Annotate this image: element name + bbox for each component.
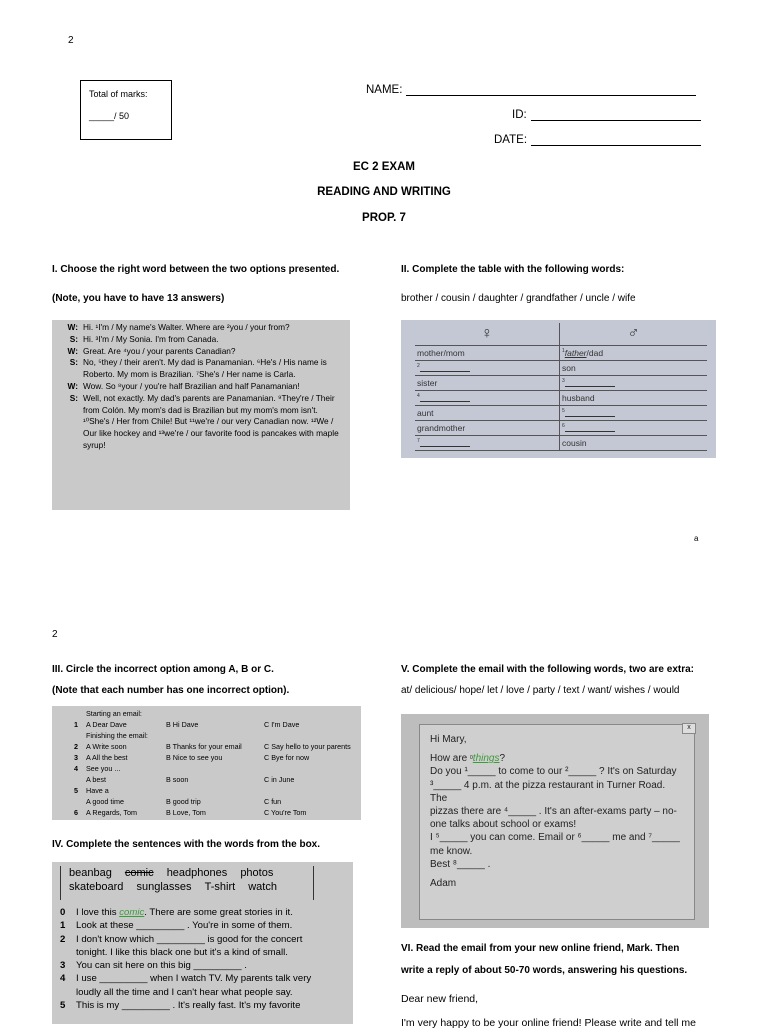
answer-blank[interactable]	[565, 423, 615, 432]
option-2b[interactable]: B Thanks for your email	[166, 742, 242, 751]
option-1b[interactable]: B Hi Dave	[166, 720, 199, 729]
table-row: mother/mom $^1$father/dad	[415, 346, 707, 361]
section5-heading: V. Complete the email with the following words, two are extra:	[401, 664, 695, 675]
section6-heading-2: write a reply of about 50-70 words, answering his questions.	[401, 965, 688, 976]
dialog-line: S: Well, not exactly. My dad's parents are Panamanian. ⁹They're / Their from Colón. My mom's dad is Brazilian but my mom's mom isn't. ¹⁰She's / Her from Chile! But ¹¹we're / our very Canadian now. ¹²We / Our like hockey and ¹³we're / our favorite food is pancakes with maple syrup!	[69, 392, 339, 450]
family-table	[401, 320, 716, 458]
list-item: 3 You can sit here on this big _________ .	[60, 960, 247, 972]
list-item: 0 I love this comic. There are some great stories in it.	[60, 907, 293, 918]
dialog-line: W: Hi. ¹I'm / My name's Walter. Where are ²you / your from?	[67, 322, 290, 332]
dialog-exercise	[52, 320, 350, 510]
option-3a[interactable]: A All the best	[86, 753, 128, 762]
exam-title: EC 2 EXAM	[353, 161, 415, 173]
dialog-line: W: Wow. So ⁸your / you're half Brazilian and half Panamanian!	[67, 380, 300, 391]
list-item: 1 Look at these _________ . You're in some of them.	[60, 920, 293, 932]
option-5c[interactable]: C fun	[264, 797, 282, 806]
section4-heading: IV. Complete the sentences with the words from the box.	[52, 839, 321, 850]
name-field[interactable]	[366, 84, 696, 96]
dialog-line: S: Hi. ³I'm / My Sonia. I'm from Canada.	[69, 333, 219, 344]
list-item: tonight. I like this black one but it's a kind of small.	[76, 946, 288, 958]
page-number: 2	[68, 35, 74, 46]
total-marks-box	[80, 80, 172, 140]
list-item: loudly all the time and I can't hear what people say.	[76, 986, 293, 998]
marks-value: _____/ 50	[89, 111, 130, 121]
exam-prop: PROP. 7	[362, 212, 406, 224]
section6-heading: VI. Read the email from your new online friend, Mark. Then	[401, 943, 680, 954]
option-2a[interactable]: A Write soon	[86, 742, 127, 751]
option-4b[interactable]: B soon	[166, 775, 189, 784]
options-exercise: Starting an email: 1 A Dear Dave B Hi Dave C I'm Dave Finishing the email: 2 A Write soon B Thanks for your email C Say hello to your parents 3 A All the best B Nice to see you C Bye for now 4 See you ... A best B soon C in June 5 Have a A good time B good trip C fun 6 A Regards, Tom B Love, Tom C You're Tom	[52, 706, 361, 820]
option-6a[interactable]: A Regards, Tom	[86, 808, 138, 817]
option-3c[interactable]: C Bye for now	[264, 753, 310, 762]
date-line[interactable]	[531, 134, 701, 146]
exam-subtitle: READING AND WRITING	[317, 186, 451, 198]
letter-salutation: Dear new friend,	[401, 993, 479, 1005]
letter-body: I'm very happy to be your online friend! Please write and tell me	[401, 1017, 696, 1029]
id-line[interactable]	[531, 109, 701, 121]
email-exercise	[401, 714, 709, 928]
option-4a[interactable]: A best	[86, 775, 106, 784]
date-field[interactable]	[494, 134, 701, 146]
answer-blank[interactable]	[565, 378, 615, 387]
marks-title: Total of marks:	[89, 89, 148, 99]
table-row: $^7$ cousin	[415, 436, 707, 451]
option-6c[interactable]: C You're Tom	[264, 808, 307, 817]
option-2c[interactable]: C Say hello to your parents	[264, 742, 351, 751]
id-label: ID:	[512, 109, 527, 121]
corner-mark: a	[694, 534, 699, 543]
option-1c[interactable]: C I'm Dave	[264, 720, 300, 729]
email-window: x Hi Mary, How are $^0$things? Do you ¹_____ to come to our ²_____ ? It's on Saturday ³_____ 4 p.m. at the pizza restaurant in Turner Road. The pizzas there are ⁴_____ . It's an after-exams party – no- one talks about school or exams! I ⁵_____ you can come. Email or ⁶_____ me and ⁷_____ me know. Best ⁸_____ . Adam	[419, 724, 695, 920]
option-3b[interactable]: B Nice to see you	[166, 753, 223, 762]
table-row: sister $^3$	[415, 376, 707, 391]
sentence-exercise	[52, 862, 353, 1024]
option-5b[interactable]: B good trip	[166, 797, 201, 806]
list-item: 5 This is my _________ . It's really fast. It's my favorite	[60, 1000, 301, 1012]
close-icon[interactable]: x	[682, 723, 696, 734]
female-symbol-icon: ♀	[415, 323, 560, 346]
section2-heading: II. Complete the table with the following words:	[401, 264, 625, 275]
option-1a[interactable]: A Dear Dave	[86, 720, 127, 729]
table-row: $^4$ husband	[415, 391, 707, 406]
option-6b[interactable]: B Love, Tom	[166, 808, 206, 817]
section3-heading: III. Circle the incorrect option among A, B or C.	[52, 664, 274, 675]
table-row: grandmother $^6$	[415, 421, 707, 436]
sentence-list	[60, 906, 350, 1012]
date-label: DATE:	[494, 134, 528, 146]
dialog-line: S: No, ⁵they / their aren't. My dad is Panamanian. ⁶He's / His name is Roberto. My mom is Brazilian. ⁷She's / Her name is Carla.	[69, 357, 327, 380]
option-5a[interactable]: A good time	[86, 797, 124, 806]
answer-blank[interactable]	[420, 438, 470, 447]
name-label: NAME:	[366, 84, 403, 96]
section1-heading: I. Choose the right word between the two options presented.	[52, 264, 340, 275]
section2-words: brother / cousin / daughter / grandfather / uncle / wife	[401, 293, 636, 304]
dialog-line: W: Great. Are ⁴you / your parents Canadian?	[67, 345, 236, 356]
answer-blank[interactable]	[565, 408, 615, 417]
name-line[interactable]	[406, 84, 696, 96]
id-field[interactable]	[512, 109, 701, 121]
table-row: $^2$ son	[415, 361, 707, 376]
list-item: 2 I don't know which _________ is good for the concert	[60, 933, 303, 945]
male-symbol-icon: ♂	[560, 323, 708, 346]
table-row: aunt $^5$	[415, 406, 707, 421]
section5-words: at/ delicious/ hope/ let / love / party / text / want/ wishes / would	[401, 685, 680, 696]
list-item: 4 I use _________ when I watch TV. My parents talk very	[60, 973, 312, 985]
word-box: beanbag comic headphones photos skateboard sunglasses T-shirt watch	[60, 866, 314, 900]
section1-note: (Note, you have to have 13 answers)	[52, 293, 225, 304]
page-number: 2	[52, 629, 58, 640]
section3-note: (Note that each number has one incorrect option).	[52, 685, 290, 696]
answer-blank[interactable]	[420, 363, 470, 372]
answer-blank[interactable]	[420, 393, 470, 402]
option-4c[interactable]: C in June	[264, 775, 295, 784]
